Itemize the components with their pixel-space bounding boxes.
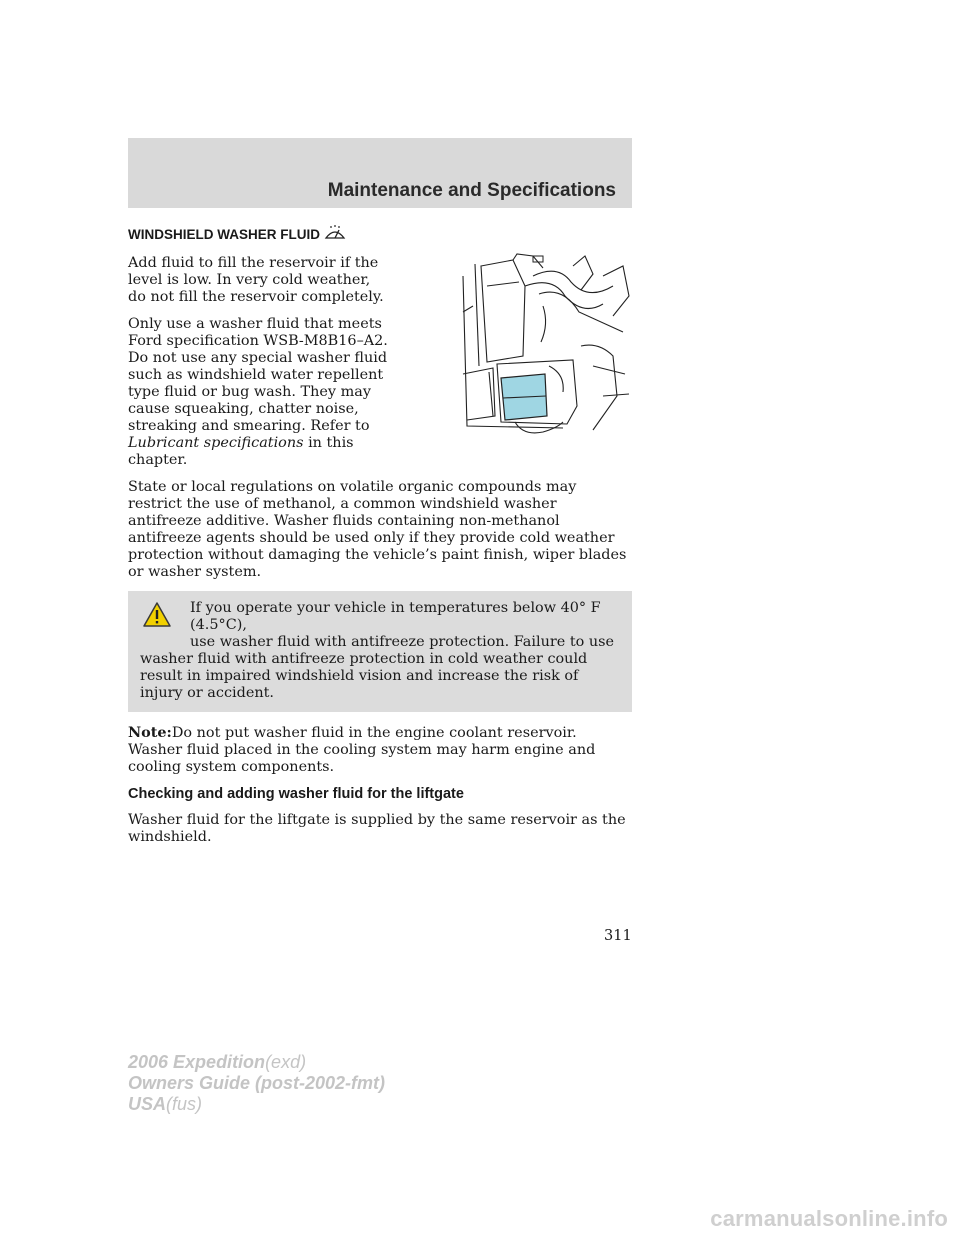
liftgate-subheading: Checking and adding washer fluid for the liftgate [128, 786, 464, 802]
footer-guide: Owners Guide (post-2002-fmt) [128, 1073, 386, 1093]
windshield-washer-icon [324, 224, 346, 245]
liftgate-paragraph: Washer fluid for the liftgate is supplied by the same reservoir as the windshield. [128, 812, 626, 845]
intro-paragraph: Add fluid to fill the reservoir if the level is low. In very cold weather, do not fill the reservoir completely. [128, 255, 384, 305]
note-text: Do not put washer fluid in the engine coolant reservoir. Washer fluid placed in the cooling system may harm engine and cooling system components. [128, 725, 596, 775]
watermark: carmanualsonline.info [710, 1206, 948, 1231]
footer-model: 2006 Expedition [128, 1052, 266, 1072]
section-title: Maintenance and Specifications [327, 180, 616, 201]
regulations-paragraph: State or local regulations on volatile organic compounds may restrict the use of methanol, a common windshield washer antifreeze additive. Washer fluids containing non-methanol antifreeze agents should be used only if they provide cold weather protection without damaging the vehicle’s paint finish, wiper blades or washer system. [128, 479, 627, 580]
section-header [128, 138, 632, 208]
warning-line-2: use washer fluid with antifreeze protection. Failure to use [190, 634, 615, 650]
spec-text: Only use a washer fluid that meets Ford specification WSB-M8B16–A2. Do not use any special washer fluid such as windshield water repellent type fluid or bug wash. They may cause squeaking, chatter noise, streaking and smearing. Refer to [128, 316, 388, 434]
warning-text: washer fluid with antifreeze protection in cold weather could result in impaired windshield vision and increase the risk of injury or accident. [140, 651, 588, 701]
lubricant-spec-reference: Lubricant specifications [128, 435, 304, 451]
warning-triangle-icon [142, 601, 172, 633]
spec-tail: in this chapter. [128, 435, 354, 468]
engine-compartment-figure [453, 246, 633, 436]
note-paragraph [128, 724, 632, 776]
page-number: 311 [604, 928, 632, 944]
footer-model-code: (exd) [265, 1052, 307, 1072]
warning-box [128, 591, 632, 712]
section-heading [128, 224, 632, 245]
footer-market: USA [128, 1094, 167, 1114]
specification-paragraph [128, 316, 390, 469]
footer [128, 1052, 385, 1115]
note-label: Note: [128, 724, 172, 741]
warning-line-1: If you operate your vehicle in temperatures below 40° F (4.5°C), [190, 600, 601, 633]
footer-market-code: (fus) [166, 1094, 203, 1114]
heading-text: WINDSHIELD WASHER FLUID [128, 227, 320, 242]
page-content [128, 224, 632, 856]
